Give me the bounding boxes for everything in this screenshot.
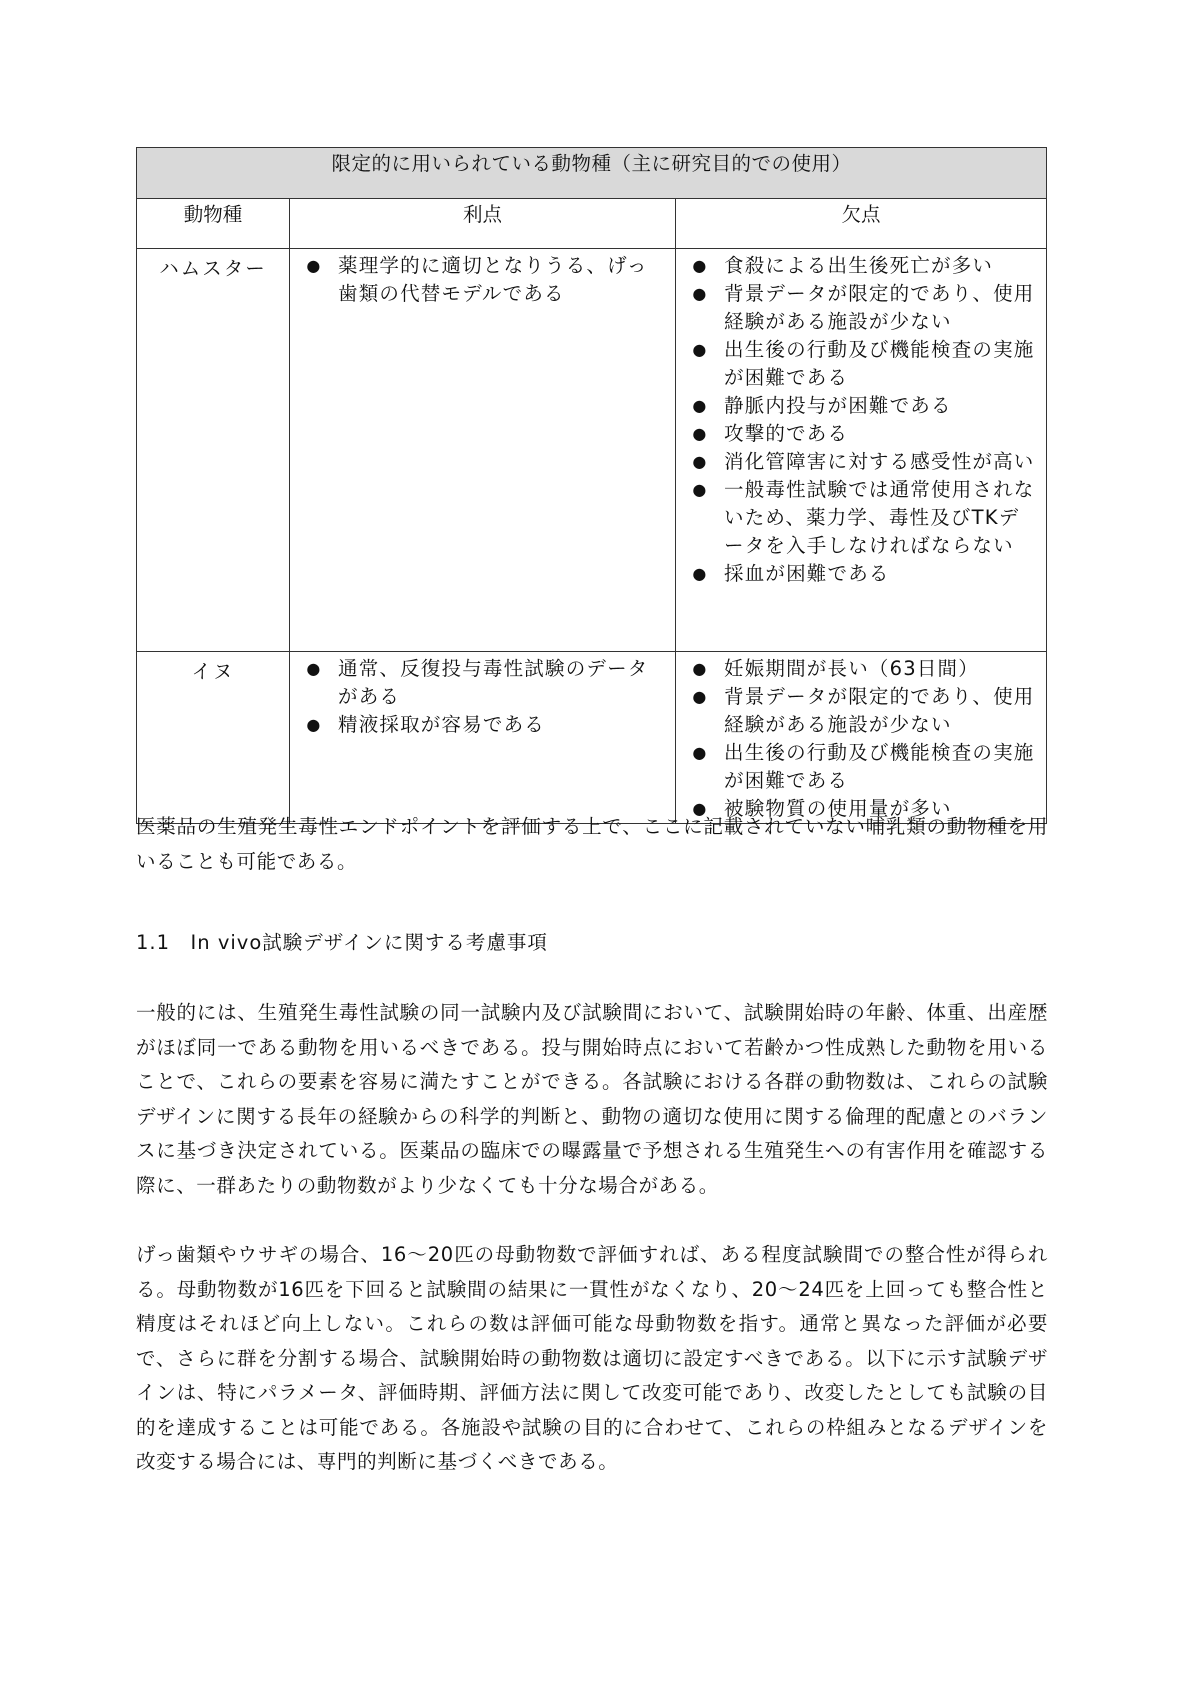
- species-dog: イヌ: [137, 652, 290, 824]
- table-row-hamster: [137, 249, 1047, 652]
- body-paragraph-2: げっ歯類やウサギの場合、16～20匹の母動物数で評価すれば、ある程度試験間での整合性が得られる。母動物数が16匹を下回ると試験間の結果に一貫性がなくなり、20～24匹を上回っても整合性と精度はそれほど向上しない。これらの数は評価可能な母動物数を指す。通常と異なった評価が必要で、さらに群を分割する場合、試験開始時の動物数は適切に設定すべきである。以下に示す試験デザインは、特にパラメータ、評価時期、評価方法に関して改変可能であり、改変したとしても試験の目的を達成することは可能である。各施設や試験の目的に合わせて、これらの枠組みとなるデザインを改変する場合には、専門的判断に基づくべきである。: [136, 1243, 1048, 1473]
- dog-advantages-cell: [290, 652, 676, 824]
- bullet-dot-icon: ●: [692, 687, 708, 706]
- list-item: ● 食殺による出生後死亡が多い: [690, 252, 1038, 280]
- species-hamster: ハムスター: [137, 249, 290, 652]
- list-item: ● 妊娠期間が長い（63日間）: [690, 655, 1038, 683]
- bullet-dot-icon: ●: [692, 340, 708, 359]
- list-item: ● 背景データが限定的であり、使用経験がある施設が少ない: [690, 683, 1038, 739]
- bullet-dot-icon: ●: [692, 564, 708, 583]
- list-item: ● 背景データが限定的であり、使用経験がある施設が少ない: [690, 280, 1038, 336]
- bullet-dot-icon: ●: [692, 256, 708, 275]
- list-item: ● 静脈内投与が困難である: [690, 392, 1038, 420]
- list-item: ● 採血が困難である: [690, 560, 1038, 588]
- bullet-dot-icon: ●: [692, 659, 708, 678]
- table-caption: 限定的に用いられている動物種（主に研究目的での使用）: [137, 148, 1047, 199]
- list-item: ● 一般毒性試験では通常使用されないため、薬力学、毒性及びTKデータを入手しなければならない: [690, 476, 1038, 560]
- header-disadvantages: 欠点: [676, 199, 1047, 249]
- table-header-row: [137, 199, 1047, 249]
- list-item: ● 被験物質の使用量が多い: [690, 795, 1038, 823]
- bullet-dot-icon: ●: [306, 659, 322, 678]
- list-item: ● 出生後の行動及び機能検査の実施が困難である: [690, 739, 1038, 795]
- list-item: ● 精液採取が容易である: [304, 711, 667, 739]
- animal-species-table: [136, 147, 1047, 824]
- bullet-dot-icon: ●: [692, 284, 708, 303]
- hamster-advantages-cell: [290, 249, 676, 652]
- table-caption-row: [137, 148, 1047, 199]
- list-item: ● 消化管障害に対する感受性が高い: [690, 448, 1038, 476]
- list-item: ● 通常、反復投与毒性試験のデータがある: [304, 655, 667, 711]
- bullet-dot-icon: ●: [692, 424, 708, 443]
- table-note: 医薬品の生殖発生毒性エンドポイントを評価する上で、ここに記載されていない哺乳類の動物種を用いることも可能である。: [136, 815, 1048, 873]
- list-item: ● 薬理学的に適切となりうる、げっ歯類の代替モデルである: [304, 252, 667, 308]
- bullet-dot-icon: ●: [306, 256, 322, 275]
- list-item: ● 攻撃的である: [690, 420, 1038, 448]
- header-advantages: 利点: [290, 199, 676, 249]
- bullet-dot-icon: ●: [692, 452, 708, 471]
- table-row-dog: [137, 652, 1047, 824]
- header-species: 動物種: [137, 199, 290, 249]
- body-paragraph-1: 一般的には、生殖発生毒性試験の同一試験内及び試験間において、試験開始時の年齢、体重、出産歴がほぼ同一である動物を用いるべきである。投与開始時点において若齢かつ性成熟した動物を用いることで、これらの要素を容易に満たすことができる。各試験における各群の動物数は、これらの試験デザインに関する長年の経験からの科学的判断と、動物の適切な使用に関する倫理的配慮とのバランスに基づき決定されている。医薬品の臨床での曝露量で予想される生殖発生への有害作用を確認する際に、一群あたりの動物数がより少なくても十分な場合がある。: [136, 1001, 1048, 1197]
- list-item: ● 出生後の行動及び機能検査の実施が困難である: [690, 336, 1038, 392]
- hamster-disadvantages-cell: [676, 249, 1047, 652]
- section-heading: 1.1 In vivo試験デザインに関する考慮事項: [136, 931, 548, 954]
- bullet-dot-icon: ●: [306, 715, 322, 734]
- bullet-dot-icon: ●: [692, 480, 708, 499]
- bullet-dot-icon: ●: [692, 799, 708, 818]
- bullet-dot-icon: ●: [692, 743, 708, 762]
- dog-disadvantages-cell: [676, 652, 1047, 824]
- bullet-dot-icon: ●: [692, 396, 708, 415]
